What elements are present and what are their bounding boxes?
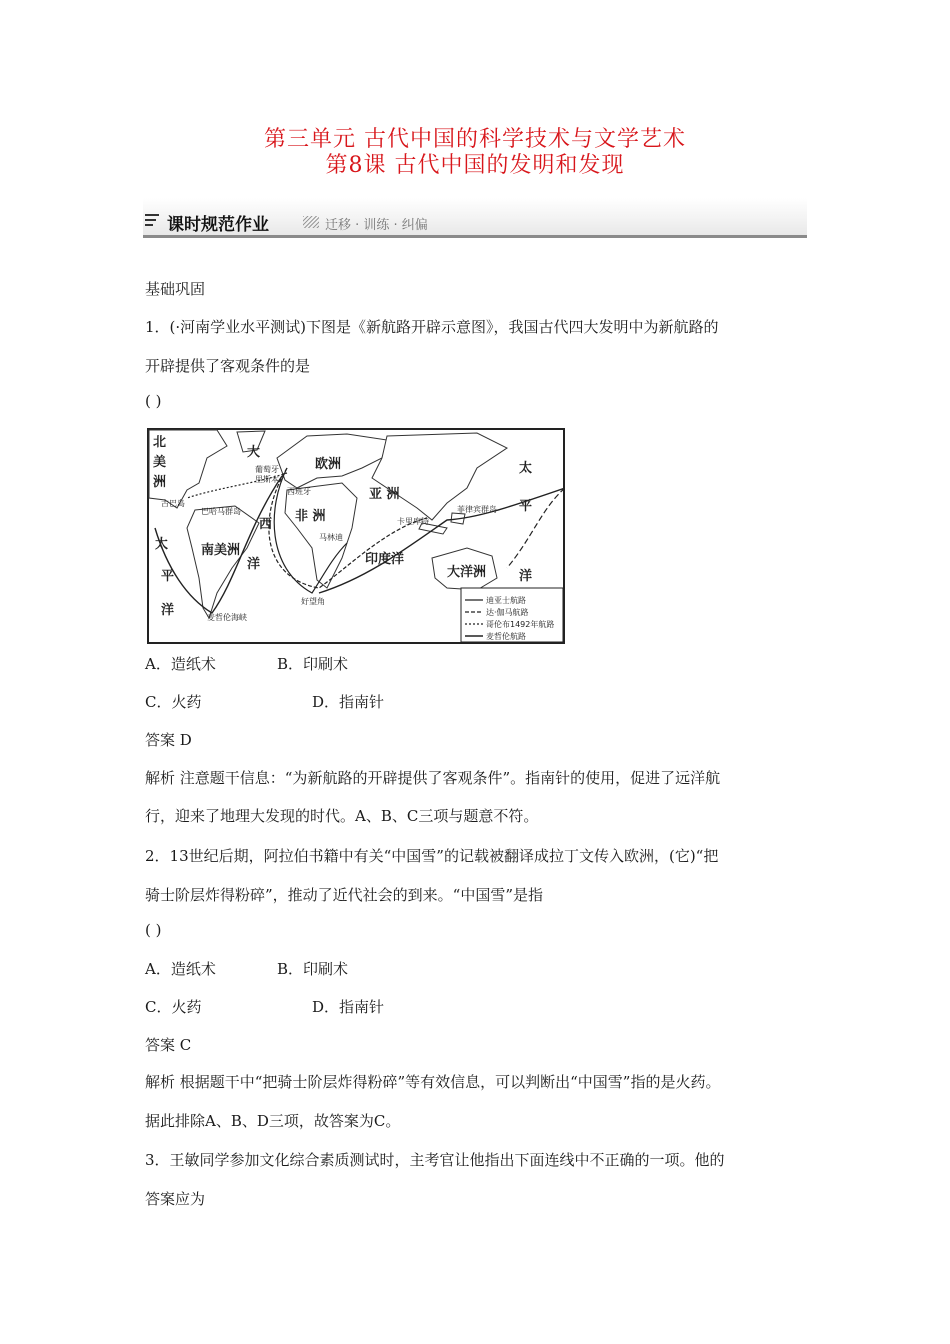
q2-explanation-line1: 解析 根据题干中“把骑士阶层炸得粉碎”等有效信息，可以判断出“中国雪”指的是火药。: [145, 1073, 721, 1091]
label-n-america-3: 洲: [153, 475, 167, 490]
banner-subtitle: 迁移 · 训练 · 纠偏: [325, 218, 428, 233]
q1-explanation-line2: 行，迎来了地理大发现的时代。A、B、C三项与题意不符。: [145, 807, 539, 825]
label-spain: 西班牙: [287, 487, 311, 496]
q2-stem-line2: 骑士阶层炸得粉碎”，推动了近代社会的到来。“中国雪”是指: [145, 886, 544, 904]
label-lisbon: 里斯本: [255, 475, 279, 484]
label-pacific-e3: 洋: [519, 569, 533, 584]
banner-label: 课时规范作业: [167, 215, 269, 235]
q2-option-c: C．火药: [145, 998, 202, 1016]
legend-dias: 迪亚士航路: [486, 596, 526, 605]
q1-paren: ( ): [145, 392, 162, 410]
label-asia: 亚 洲: [369, 487, 400, 502]
legend-magellan: 麦哲伦航路: [486, 632, 526, 641]
q3-stem-line2: 答案应为: [145, 1190, 206, 1208]
label-pacific-w1: 太: [155, 537, 169, 552]
q1-option-b: B．印刷术: [277, 655, 349, 673]
label-n-america-1: 北: [153, 435, 167, 450]
label-bahamas: 巴哈马群岛: [201, 507, 241, 516]
label-cape: 好望角: [301, 597, 325, 606]
q1-explanation-line1: 解析 注意题干信息：“为新航路的开辟提供了客观条件”。指南针的使用，促进了远洋航: [145, 769, 721, 787]
label-oceania: 大洋洲: [447, 565, 487, 580]
label-atlantic-xi: 西: [259, 517, 273, 532]
unit-title: 第三单元 古代中国的科学技术与文学艺术: [264, 127, 686, 152]
q1-option-a: A．造纸术: [145, 655, 216, 673]
q2-paren: ( ): [145, 921, 162, 939]
label-atlantic-yang: 洋: [247, 557, 261, 572]
hatch-icon: [303, 216, 319, 228]
q2-option-d: D．指南针: [312, 998, 385, 1016]
label-europe: 欧洲: [315, 457, 342, 472]
banner-rule: [143, 235, 807, 238]
label-pacific-e2: 平: [519, 499, 533, 514]
label-cuba: 古巴岛: [161, 499, 185, 508]
homework-banner: [143, 198, 807, 238]
q1-option-c: C．火药: [145, 693, 202, 711]
label-n-america-2: 美: [153, 455, 167, 470]
label-pacific-e1: 太: [519, 461, 533, 476]
label-pacific-w2: 平: [161, 569, 175, 584]
q2-answer: 答案 C: [145, 1036, 192, 1054]
legend-columbus: 哥伦布1492年航路: [486, 620, 555, 629]
label-philippines: 菲律宾群岛: [457, 505, 497, 514]
q1-stem-line2: 开辟提供了客观条件的是: [145, 357, 311, 375]
q3-stem-line1: 3．王敏同学参加文化综合素质测试时，主考官让他指出下面连线中不正确的一项。他的: [145, 1151, 725, 1169]
q2-stem-line1: 2．13世纪后期，阿拉伯书籍中有关“中国雪”的记载被翻译成拉丁文传入欧洲，(它)“把: [145, 847, 719, 865]
label-s-america: 南美洲: [201, 543, 241, 558]
legend-gama: 达·伽马航路: [486, 608, 529, 617]
q1-option-d: D．指南针: [312, 693, 385, 711]
new-route-map: [147, 428, 565, 644]
label-magellan-strait: 麦哲伦海峡: [207, 613, 247, 622]
q2-option-a: A．造纸术: [145, 960, 216, 978]
label-africa: 非 洲: [295, 509, 326, 524]
q2-explanation-line2: 据此排除A、B、D三项，故答案为C。: [145, 1112, 401, 1130]
label-portugal: 葡萄牙: [255, 465, 279, 474]
label-indian-ocean: 印度洋: [365, 552, 405, 567]
lesson-title: 第8课 古代中国的发明和发现: [325, 153, 625, 178]
section-heading: 基础巩固: [145, 280, 206, 298]
q1-answer: 答案 D: [145, 731, 192, 749]
label-atlantic-da: 大: [247, 445, 261, 460]
q2-option-b: B．印刷术: [277, 960, 349, 978]
q1-stem-line1: 1．(·河南学业水平测试)下图是《新航路开辟示意图》，我国古代四大发明中为新航路的: [145, 318, 719, 336]
label-calicut: 卡里库特: [397, 517, 429, 526]
banner-lines-icon: [145, 214, 159, 229]
label-malindi: 马林迪: [319, 533, 343, 542]
label-pacific-w3: 洋: [161, 603, 175, 618]
